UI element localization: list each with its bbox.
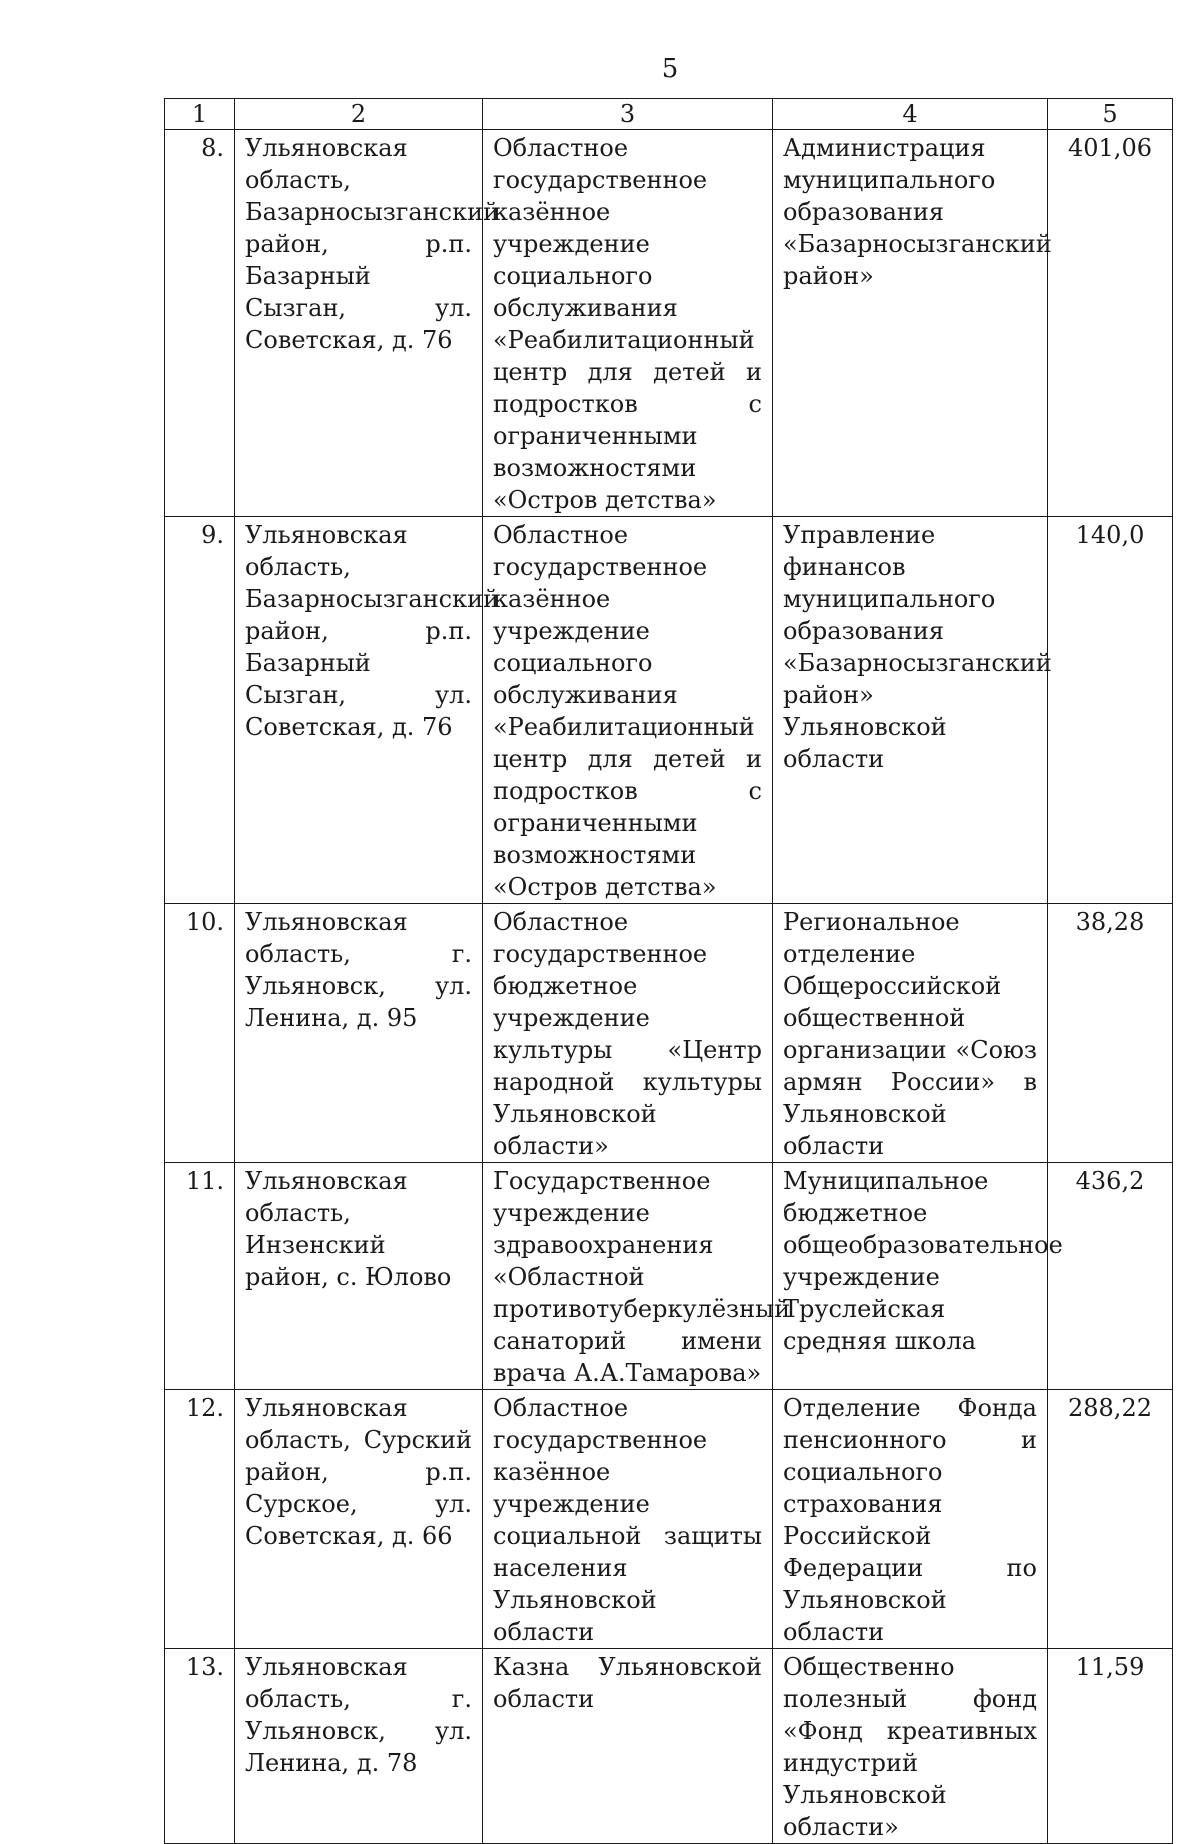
row-number: 11. <box>165 1163 235 1390</box>
column-header: 5 <box>1048 99 1173 130</box>
holder-cell: Государственное учреждение здравоохранения «Областной противотуберкулёзный санаторий имени врача А.А.Тамарова» <box>483 1163 773 1390</box>
address-cell: Ульяновская область, г. Ульяновск, ул. Ленина, д. 95 <box>235 904 483 1163</box>
table-header-row <box>165 99 1173 130</box>
table-row <box>165 130 1173 517</box>
row-number: 13. <box>165 1649 235 1844</box>
holder-cell: Казна Ульяновской области <box>483 1649 773 1844</box>
column-header: 2 <box>235 99 483 130</box>
address-cell: Ульяновская область, Сурский район, р.п. Сурское, ул. Советская, д. 66 <box>235 1390 483 1649</box>
row-number: 10. <box>165 904 235 1163</box>
recipient-cell: Управление финансов муниципального образования «Базарносызганский район» Ульяновской области <box>773 517 1048 904</box>
area-cell: 38,28 <box>1048 904 1173 1163</box>
area-cell: 288,22 <box>1048 1390 1173 1649</box>
table-row <box>165 1163 1173 1390</box>
table-row <box>165 904 1173 1163</box>
address-cell: Ульяновская область, Базарносызганский район, р.п. Базарный Сызган, ул. Советская, д. 76 <box>235 130 483 517</box>
address-cell: Ульяновская область, Инзенский район, с. Юлово <box>235 1163 483 1390</box>
table-row <box>165 517 1173 904</box>
holder-cell: Областное государственное казённое учреждение социальной защиты населения Ульяновской области <box>483 1390 773 1649</box>
area-cell: 11,59 <box>1048 1649 1173 1844</box>
address-cell: Ульяновская область, г. Ульяновск, ул. Ленина, д. 78 <box>235 1649 483 1844</box>
holder-cell: Областное государственное казённое учреждение социального обслуживания «Реабилитационный центр для детей и подростков с ограниченными возможностями «Остров детства» <box>483 517 773 904</box>
column-header: 3 <box>483 99 773 130</box>
row-number: 12. <box>165 1390 235 1649</box>
row-number: 9. <box>165 517 235 904</box>
property-table <box>164 98 1173 1844</box>
recipient-cell: Отделение Фонда пенсионного и социального страхования Российской Федерации по Ульяновской области <box>773 1390 1048 1649</box>
table-row <box>165 1649 1173 1844</box>
recipient-cell: Муниципальное бюджетное общеобразовательное учреждение Труслейская средняя школа <box>773 1163 1048 1390</box>
holder-cell: Областное государственное бюджетное учреждение культуры «Центр народной культуры Ульяновской области» <box>483 904 773 1163</box>
area-cell: 401,06 <box>1048 130 1173 517</box>
row-number: 8. <box>165 130 235 517</box>
table-row <box>165 1390 1173 1649</box>
recipient-cell: Общественно полезный фонд «Фонд креативных индустрий Ульяновской области» <box>773 1649 1048 1844</box>
area-cell: 140,0 <box>1048 517 1173 904</box>
column-header: 1 <box>165 99 235 130</box>
page-number: 5 <box>661 54 679 84</box>
column-header: 4 <box>773 99 1048 130</box>
area-cell: 436,2 <box>1048 1163 1173 1390</box>
recipient-cell: Региональное отделение Общероссийской общественной организации «Союз армян России» в Ульяновской области <box>773 904 1048 1163</box>
recipient-cell: Администрация муниципального образования «Базарносызганский район» <box>773 130 1048 517</box>
holder-cell: Областное государственное казённое учреждение социального обслуживания «Реабилитационный центр для детей и подростков с ограниченными возможностями «Остров детства» <box>483 130 773 517</box>
address-cell: Ульяновская область, Базарносызганский район, р.п. Базарный Сызган, ул. Советская, д. 76 <box>235 517 483 904</box>
